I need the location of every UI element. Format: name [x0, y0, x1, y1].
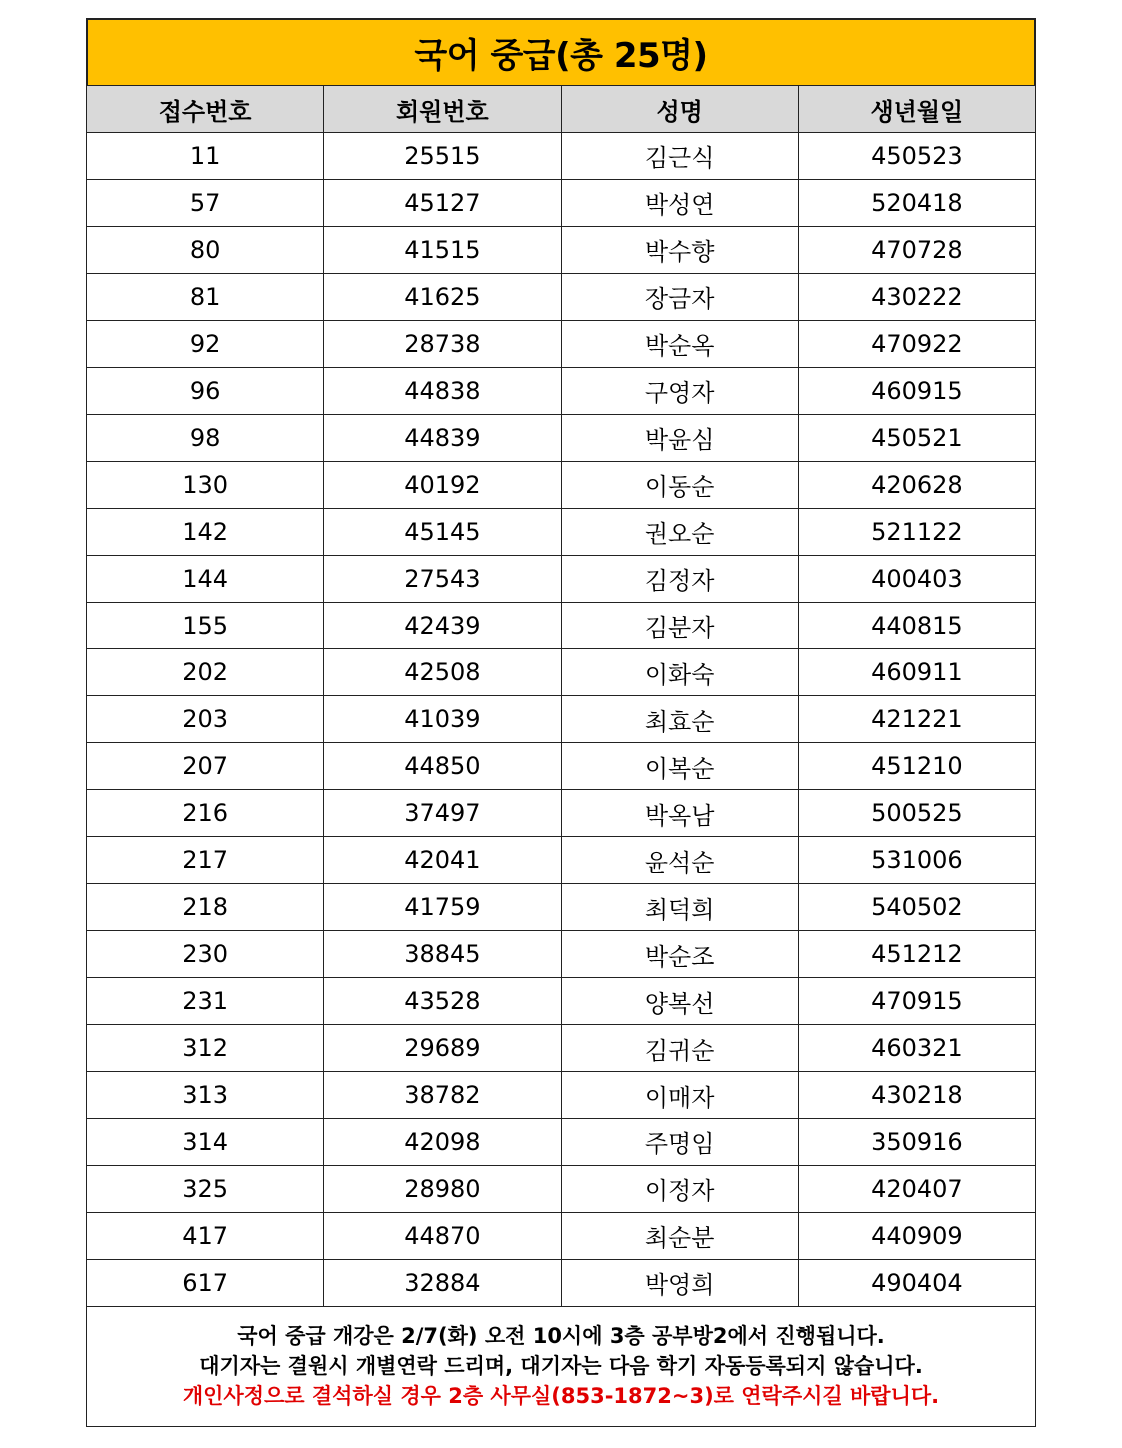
- member-number-cell: 41625: [324, 273, 561, 320]
- member-number-cell: 27543: [324, 555, 561, 602]
- name-cell: 박수향: [561, 226, 798, 273]
- birthdate-cell: 421221: [798, 696, 1035, 743]
- birthdate-cell: 470728: [798, 226, 1035, 273]
- receipt-number-cell: 313: [87, 1072, 324, 1119]
- birthdate-cell: 531006: [798, 837, 1035, 884]
- table-row: [87, 931, 1036, 978]
- table-row: [87, 273, 1036, 320]
- name-cell: 이복순: [561, 743, 798, 790]
- name-cell: 이화숙: [561, 649, 798, 696]
- table-row: [87, 602, 1036, 649]
- table-row: [87, 1025, 1036, 1072]
- column-header-member-number: 회원번호: [324, 86, 561, 133]
- receipt-number-cell: 230: [87, 931, 324, 978]
- birthdate-cell: 470922: [798, 320, 1035, 367]
- roster-body: [87, 133, 1036, 1307]
- roster-table: [86, 85, 1036, 1307]
- header-row: [87, 86, 1036, 133]
- table-row: [87, 696, 1036, 743]
- receipt-number-cell: 207: [87, 743, 324, 790]
- receipt-number-cell: 216: [87, 790, 324, 837]
- table-row: [87, 649, 1036, 696]
- name-cell: 박순옥: [561, 320, 798, 367]
- receipt-number-cell: 81: [87, 273, 324, 320]
- table-row: [87, 179, 1036, 226]
- receipt-number-cell: 92: [87, 320, 324, 367]
- name-cell: 이정자: [561, 1165, 798, 1212]
- birthdate-cell: 470915: [798, 978, 1035, 1025]
- member-number-cell: 37497: [324, 790, 561, 837]
- member-number-cell: 38782: [324, 1072, 561, 1119]
- member-number-cell: 42041: [324, 837, 561, 884]
- birthdate-cell: 451210: [798, 743, 1035, 790]
- birthdate-cell: 350916: [798, 1119, 1035, 1166]
- table-row: [87, 508, 1036, 555]
- receipt-number-cell: 417: [87, 1212, 324, 1259]
- table-row: [87, 1072, 1036, 1119]
- name-cell: 박영희: [561, 1259, 798, 1306]
- name-cell: 박순조: [561, 931, 798, 978]
- birthdate-cell: 451212: [798, 931, 1035, 978]
- receipt-number-cell: 11: [87, 133, 324, 180]
- class-roster-sheet: [86, 18, 1036, 1427]
- table-row: [87, 367, 1036, 414]
- birthdate-cell: 460321: [798, 1025, 1035, 1072]
- receipt-number-cell: 218: [87, 884, 324, 931]
- birthdate-cell: 430222: [798, 273, 1035, 320]
- table-row: [87, 743, 1036, 790]
- table-row: [87, 884, 1036, 931]
- notice-box: [86, 1307, 1036, 1427]
- table-row: [87, 837, 1036, 884]
- name-cell: 박윤심: [561, 414, 798, 461]
- table-row: [87, 414, 1036, 461]
- notice-line-schedule: 국어 중급 개강은 2/7(화) 오전 10시에 3층 공부방2에서 진행됩니다.: [237, 1324, 885, 1349]
- column-header-birthdate: 생년월일: [798, 86, 1035, 133]
- name-cell: 김근식: [561, 133, 798, 180]
- table-row: [87, 1165, 1036, 1212]
- receipt-number-cell: 203: [87, 696, 324, 743]
- receipt-number-cell: 314: [87, 1119, 324, 1166]
- member-number-cell: 25515: [324, 133, 561, 180]
- table-row: [87, 1119, 1036, 1166]
- receipt-number-cell: 96: [87, 367, 324, 414]
- member-number-cell: 43528: [324, 978, 561, 1025]
- receipt-number-cell: 155: [87, 602, 324, 649]
- member-number-cell: 38845: [324, 931, 561, 978]
- member-number-cell: 29689: [324, 1025, 561, 1072]
- birthdate-cell: 450523: [798, 133, 1035, 180]
- birthdate-cell: 500525: [798, 790, 1035, 837]
- receipt-number-cell: 144: [87, 555, 324, 602]
- name-cell: 박성연: [561, 179, 798, 226]
- table-row: [87, 226, 1036, 273]
- birthdate-cell: 521122: [798, 508, 1035, 555]
- name-cell: 양복선: [561, 978, 798, 1025]
- table-row: [87, 133, 1036, 180]
- member-number-cell: 44850: [324, 743, 561, 790]
- table-row: [87, 555, 1036, 602]
- page-title: 국어 중급(총 25명): [86, 18, 1036, 85]
- member-number-cell: 32884: [324, 1259, 561, 1306]
- name-cell: 이매자: [561, 1072, 798, 1119]
- column-header-receipt-number: 접수번호: [87, 86, 324, 133]
- member-number-cell: 42439: [324, 602, 561, 649]
- member-number-cell: 28980: [324, 1165, 561, 1212]
- name-cell: 윤석순: [561, 837, 798, 884]
- birthdate-cell: 420407: [798, 1165, 1035, 1212]
- birthdate-cell: 490404: [798, 1259, 1035, 1306]
- receipt-number-cell: 98: [87, 414, 324, 461]
- table-row: [87, 1259, 1036, 1306]
- receipt-number-cell: 57: [87, 179, 324, 226]
- receipt-number-cell: 80: [87, 226, 324, 273]
- member-number-cell: 42508: [324, 649, 561, 696]
- table-row: [87, 320, 1036, 367]
- name-cell: 최덕희: [561, 884, 798, 931]
- member-number-cell: 45127: [324, 179, 561, 226]
- name-cell: 권오순: [561, 508, 798, 555]
- birthdate-cell: 460915: [798, 367, 1035, 414]
- member-number-cell: 28738: [324, 320, 561, 367]
- birthdate-cell: 440815: [798, 602, 1035, 649]
- birthdate-cell: 400403: [798, 555, 1035, 602]
- table-row: [87, 978, 1036, 1025]
- birthdate-cell: 540502: [798, 884, 1035, 931]
- member-number-cell: 45145: [324, 508, 561, 555]
- notice-line-absence-contact: 개인사정으로 결석하실 경우 2층 사무실(853-1872~3)로 연락주시길 바랍니다.: [182, 1384, 940, 1409]
- receipt-number-cell: 202: [87, 649, 324, 696]
- name-cell: 김분자: [561, 602, 798, 649]
- member-number-cell: 44839: [324, 414, 561, 461]
- name-cell: 박옥남: [561, 790, 798, 837]
- birthdate-cell: 450521: [798, 414, 1035, 461]
- birthdate-cell: 520418: [798, 179, 1035, 226]
- table-row: [87, 461, 1036, 508]
- birthdate-cell: 440909: [798, 1212, 1035, 1259]
- member-number-cell: 41515: [324, 226, 561, 273]
- notice-line-waitlist: 대기자는 결원시 개별연락 드리며, 대기자는 다음 학기 자동등록되지 않습니다.: [199, 1354, 923, 1379]
- receipt-number-cell: 130: [87, 461, 324, 508]
- table-row: [87, 790, 1036, 837]
- member-number-cell: 42098: [324, 1119, 561, 1166]
- member-number-cell: 40192: [324, 461, 561, 508]
- name-cell: 최효순: [561, 696, 798, 743]
- birthdate-cell: 430218: [798, 1072, 1035, 1119]
- name-cell: 구영자: [561, 367, 798, 414]
- name-cell: 최순분: [561, 1212, 798, 1259]
- table-row: [87, 1212, 1036, 1259]
- member-number-cell: 41039: [324, 696, 561, 743]
- name-cell: 김정자: [561, 555, 798, 602]
- receipt-number-cell: 312: [87, 1025, 324, 1072]
- birthdate-cell: 420628: [798, 461, 1035, 508]
- column-header-name: 성명: [561, 86, 798, 133]
- name-cell: 장금자: [561, 273, 798, 320]
- receipt-number-cell: 142: [87, 508, 324, 555]
- name-cell: 주명임: [561, 1119, 798, 1166]
- member-number-cell: 44838: [324, 367, 561, 414]
- member-number-cell: 44870: [324, 1212, 561, 1259]
- receipt-number-cell: 617: [87, 1259, 324, 1306]
- birthdate-cell: 460911: [798, 649, 1035, 696]
- name-cell: 이동순: [561, 461, 798, 508]
- receipt-number-cell: 231: [87, 978, 324, 1025]
- name-cell: 김귀순: [561, 1025, 798, 1072]
- receipt-number-cell: 217: [87, 837, 324, 884]
- receipt-number-cell: 325: [87, 1165, 324, 1212]
- member-number-cell: 41759: [324, 884, 561, 931]
